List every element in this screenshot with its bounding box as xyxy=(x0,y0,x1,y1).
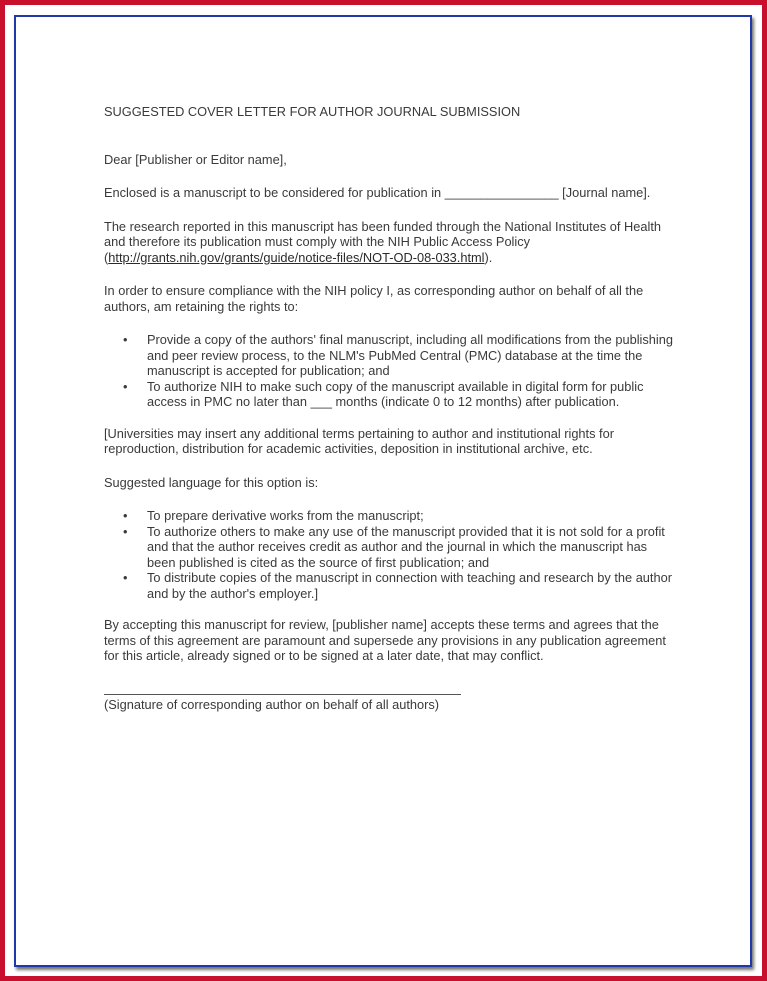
list-item xyxy=(104,379,674,410)
paragraph-compliance: In order to ensure compliance with the NIH policy I, as corresponding author on behalf of all the authors, am retaining the rights to: xyxy=(104,283,644,314)
list-item-text: To distribute copies of the manuscript in connection with teaching and research by the author and by the author's employer.] xyxy=(147,570,672,601)
paragraph-enclosed: Enclosed is a manuscript to be considered for publication in ________________ [Journal name]. xyxy=(104,185,651,200)
salutation: Dear [Publisher or Editor name], xyxy=(104,151,287,167)
document-title: SUGGESTED COVER LETTER FOR AUTHOR JOURNAL SUBMISSION xyxy=(104,104,521,119)
list-item xyxy=(104,570,674,601)
link-close-paren: ). xyxy=(484,249,493,265)
paragraph-universities: [Universities may insert any additional terms pertaining to author and institutional rights for reproduction, distribution for academic activities, deposition in institutional archive, etc. xyxy=(104,425,614,456)
paragraph-suggested: Suggested language for this option is: xyxy=(104,474,319,490)
bullet-icon: • xyxy=(123,332,128,347)
bullet-icon: • xyxy=(123,378,128,394)
bullet-icon: • xyxy=(123,523,128,539)
list-item-text: Provide a copy of the authors' final manuscript, including all modifications from the publishing and peer review process, to the NLM's PubMed Central (PMC) database at the time the manuscript is accepted for publication; and xyxy=(147,332,673,378)
paragraph-funding xyxy=(104,219,674,266)
list-item-text: To prepare derivative works from the manuscript; xyxy=(147,508,424,523)
signature-caption: (Signature of corresponding author on behalf of all authors) xyxy=(104,696,440,712)
signature-line xyxy=(104,694,461,713)
bullet-icon: • xyxy=(123,508,128,523)
bullet-icon: • xyxy=(123,570,128,585)
suggested-list xyxy=(104,508,674,601)
rights-list xyxy=(104,332,674,410)
document-page xyxy=(104,104,674,712)
list-item-text: To authorize NIH to make such copy of the manuscript available in digital form for public access in PMC no later than ___ months (indicate 0 to 12 months) after publication. xyxy=(147,378,644,409)
funding-text: The research reported in this manuscript has been funded through the National Institutes of Health and therefore its publication must comply with the NIH Public Access Policy xyxy=(104,218,661,249)
paragraph-accepting: By accepting this manuscript for review, [publisher name] accepts these terms and agrees that the terms of this agreement are paramount and supersede any provisions in any publication agreement for this article, already signed or to be signed at a later date, that may conflict. xyxy=(104,617,666,663)
list-item-text: To authorize others to make any use of the manuscript provided that it is not sold for a profit and that the author receives credit as author and the journal in which the manuscript has been published is cited as the source of first publication; and xyxy=(147,523,665,570)
link-open-paren: ( xyxy=(104,249,109,265)
list-item xyxy=(104,524,674,571)
list-item xyxy=(104,332,674,379)
nih-policy-link[interactable]: http://grants.nih.gov/grants/guide/notice-files/NOT-OD-08-033.html xyxy=(108,249,485,265)
list-item xyxy=(104,508,674,524)
